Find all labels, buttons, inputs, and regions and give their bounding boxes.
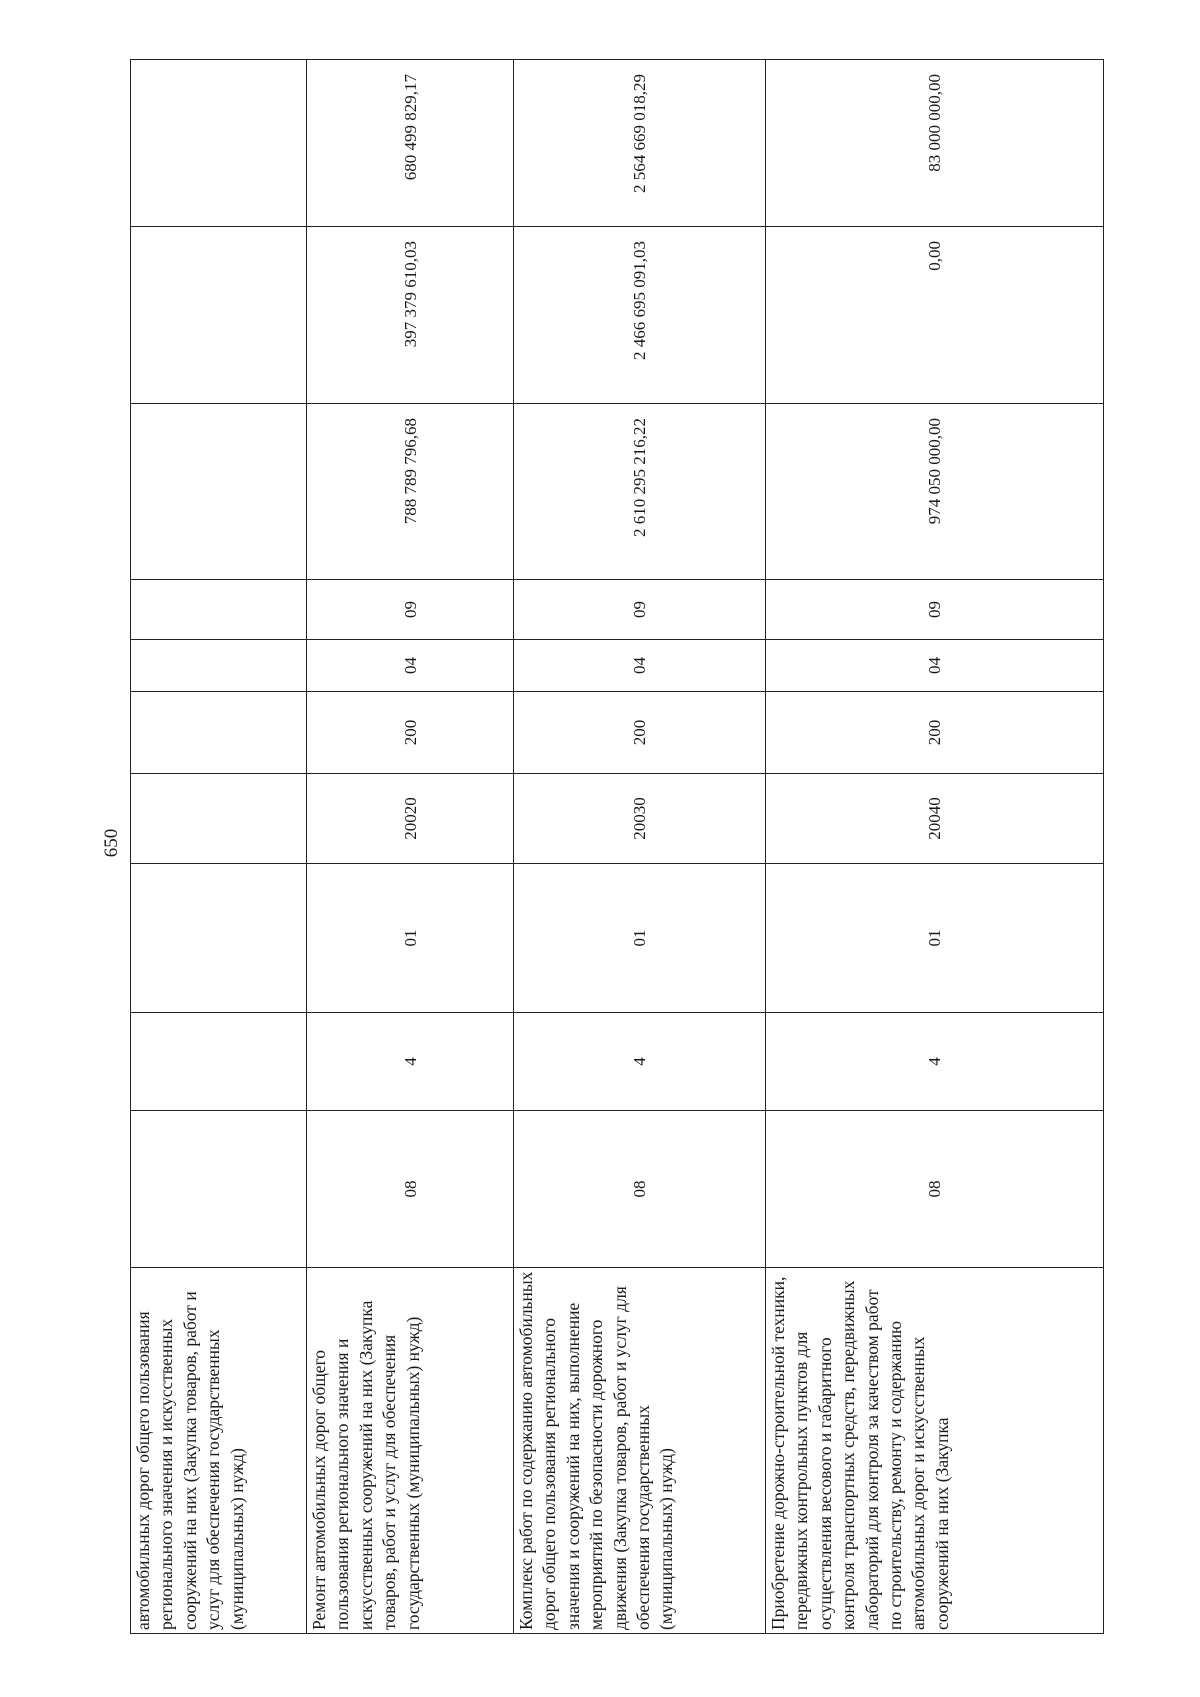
page-number: 650 [101, 828, 122, 858]
amount-cell [131, 404, 307, 580]
amount-cell: 83 000 000,00 [766, 60, 1104, 227]
code-cell: 4 [514, 1013, 766, 1111]
code-cell: 04 [766, 640, 1104, 692]
code-cell [131, 774, 307, 864]
code-cell: 20040 [766, 774, 1104, 864]
code-cell: 4 [766, 1013, 1104, 1111]
amount-cell [131, 60, 307, 227]
code-cell: 4 [307, 1013, 514, 1111]
amount-cell: 680 499 829,17 [307, 60, 514, 227]
code-cell [131, 864, 307, 1013]
amount-cell: 0,00 [766, 227, 1104, 404]
code-cell [131, 580, 307, 640]
code-cell: 09 [307, 580, 514, 640]
code-cell [131, 1013, 307, 1111]
row-name: Комплекс работ по содержанию автомобильных дорог общего пользования регионального значения и сооружений на них, выполнение мероприятий по безопасности дорожного движения (Закупка товаров, работ и услуг для обеспечения государственных (муниципальных) нужд) [514, 1268, 766, 1634]
code-cell: 20020 [307, 774, 514, 864]
code-cell: 20030 [514, 774, 766, 864]
amount-cell: 788 789 796,68 [307, 404, 514, 580]
code-cell: 200 [307, 692, 514, 774]
code-cell: 200 [514, 692, 766, 774]
table-row [131, 60, 307, 1634]
code-cell: 09 [514, 580, 766, 640]
table-row [766, 60, 1104, 1634]
amount-cell: 2 564 669 018,29 [514, 60, 766, 227]
amount-cell: 974 050 000,00 [766, 404, 1104, 580]
code-cell: 01 [514, 864, 766, 1013]
code-cell [131, 1111, 307, 1268]
code-cell [131, 692, 307, 774]
rotated-table-container [130, 60, 1103, 1634]
table-row [514, 60, 766, 1634]
code-cell: 08 [307, 1111, 514, 1268]
code-cell: 09 [766, 580, 1104, 640]
budget-table [130, 59, 1104, 1634]
row-name: Ремонт автомобильных дорог общего пользования регионального значения и искусственных сооружений на них (Закупка товаров, работ и услуг для обеспечения государственных (муниципальных) нужд) [307, 1268, 514, 1634]
amount-cell: 2 610 295 216,22 [514, 404, 766, 580]
code-cell: 04 [514, 640, 766, 692]
code-cell: 08 [766, 1111, 1104, 1268]
row-name: Приобретение дорожно-строительной техники, передвижных контрольных пунктов для осуществления весового и габаритного контроля транспортных средств, передвижных лабораторий для контроля за качеством работ по строительству, ремонту и содержанию автомобильных дорог и искусственных сооружений на них (Закупка [766, 1268, 1104, 1634]
code-cell [131, 640, 307, 692]
row-name: автомобильных дорог общего пользования регионального значения и искусственных сооружений на них (Закупка товаров, работ и услуг для обеспечения государственных (муниципальных) нужд) [131, 1268, 307, 1634]
amount-cell: 2 466 695 091,03 [514, 227, 766, 404]
code-cell: 01 [307, 864, 514, 1013]
code-cell: 200 [766, 692, 1104, 774]
amount-cell [131, 227, 307, 404]
code-cell: 01 [766, 864, 1104, 1013]
table-row [307, 60, 514, 1634]
code-cell: 04 [307, 640, 514, 692]
code-cell: 08 [514, 1111, 766, 1268]
amount-cell: 397 379 610,03 [307, 227, 514, 404]
